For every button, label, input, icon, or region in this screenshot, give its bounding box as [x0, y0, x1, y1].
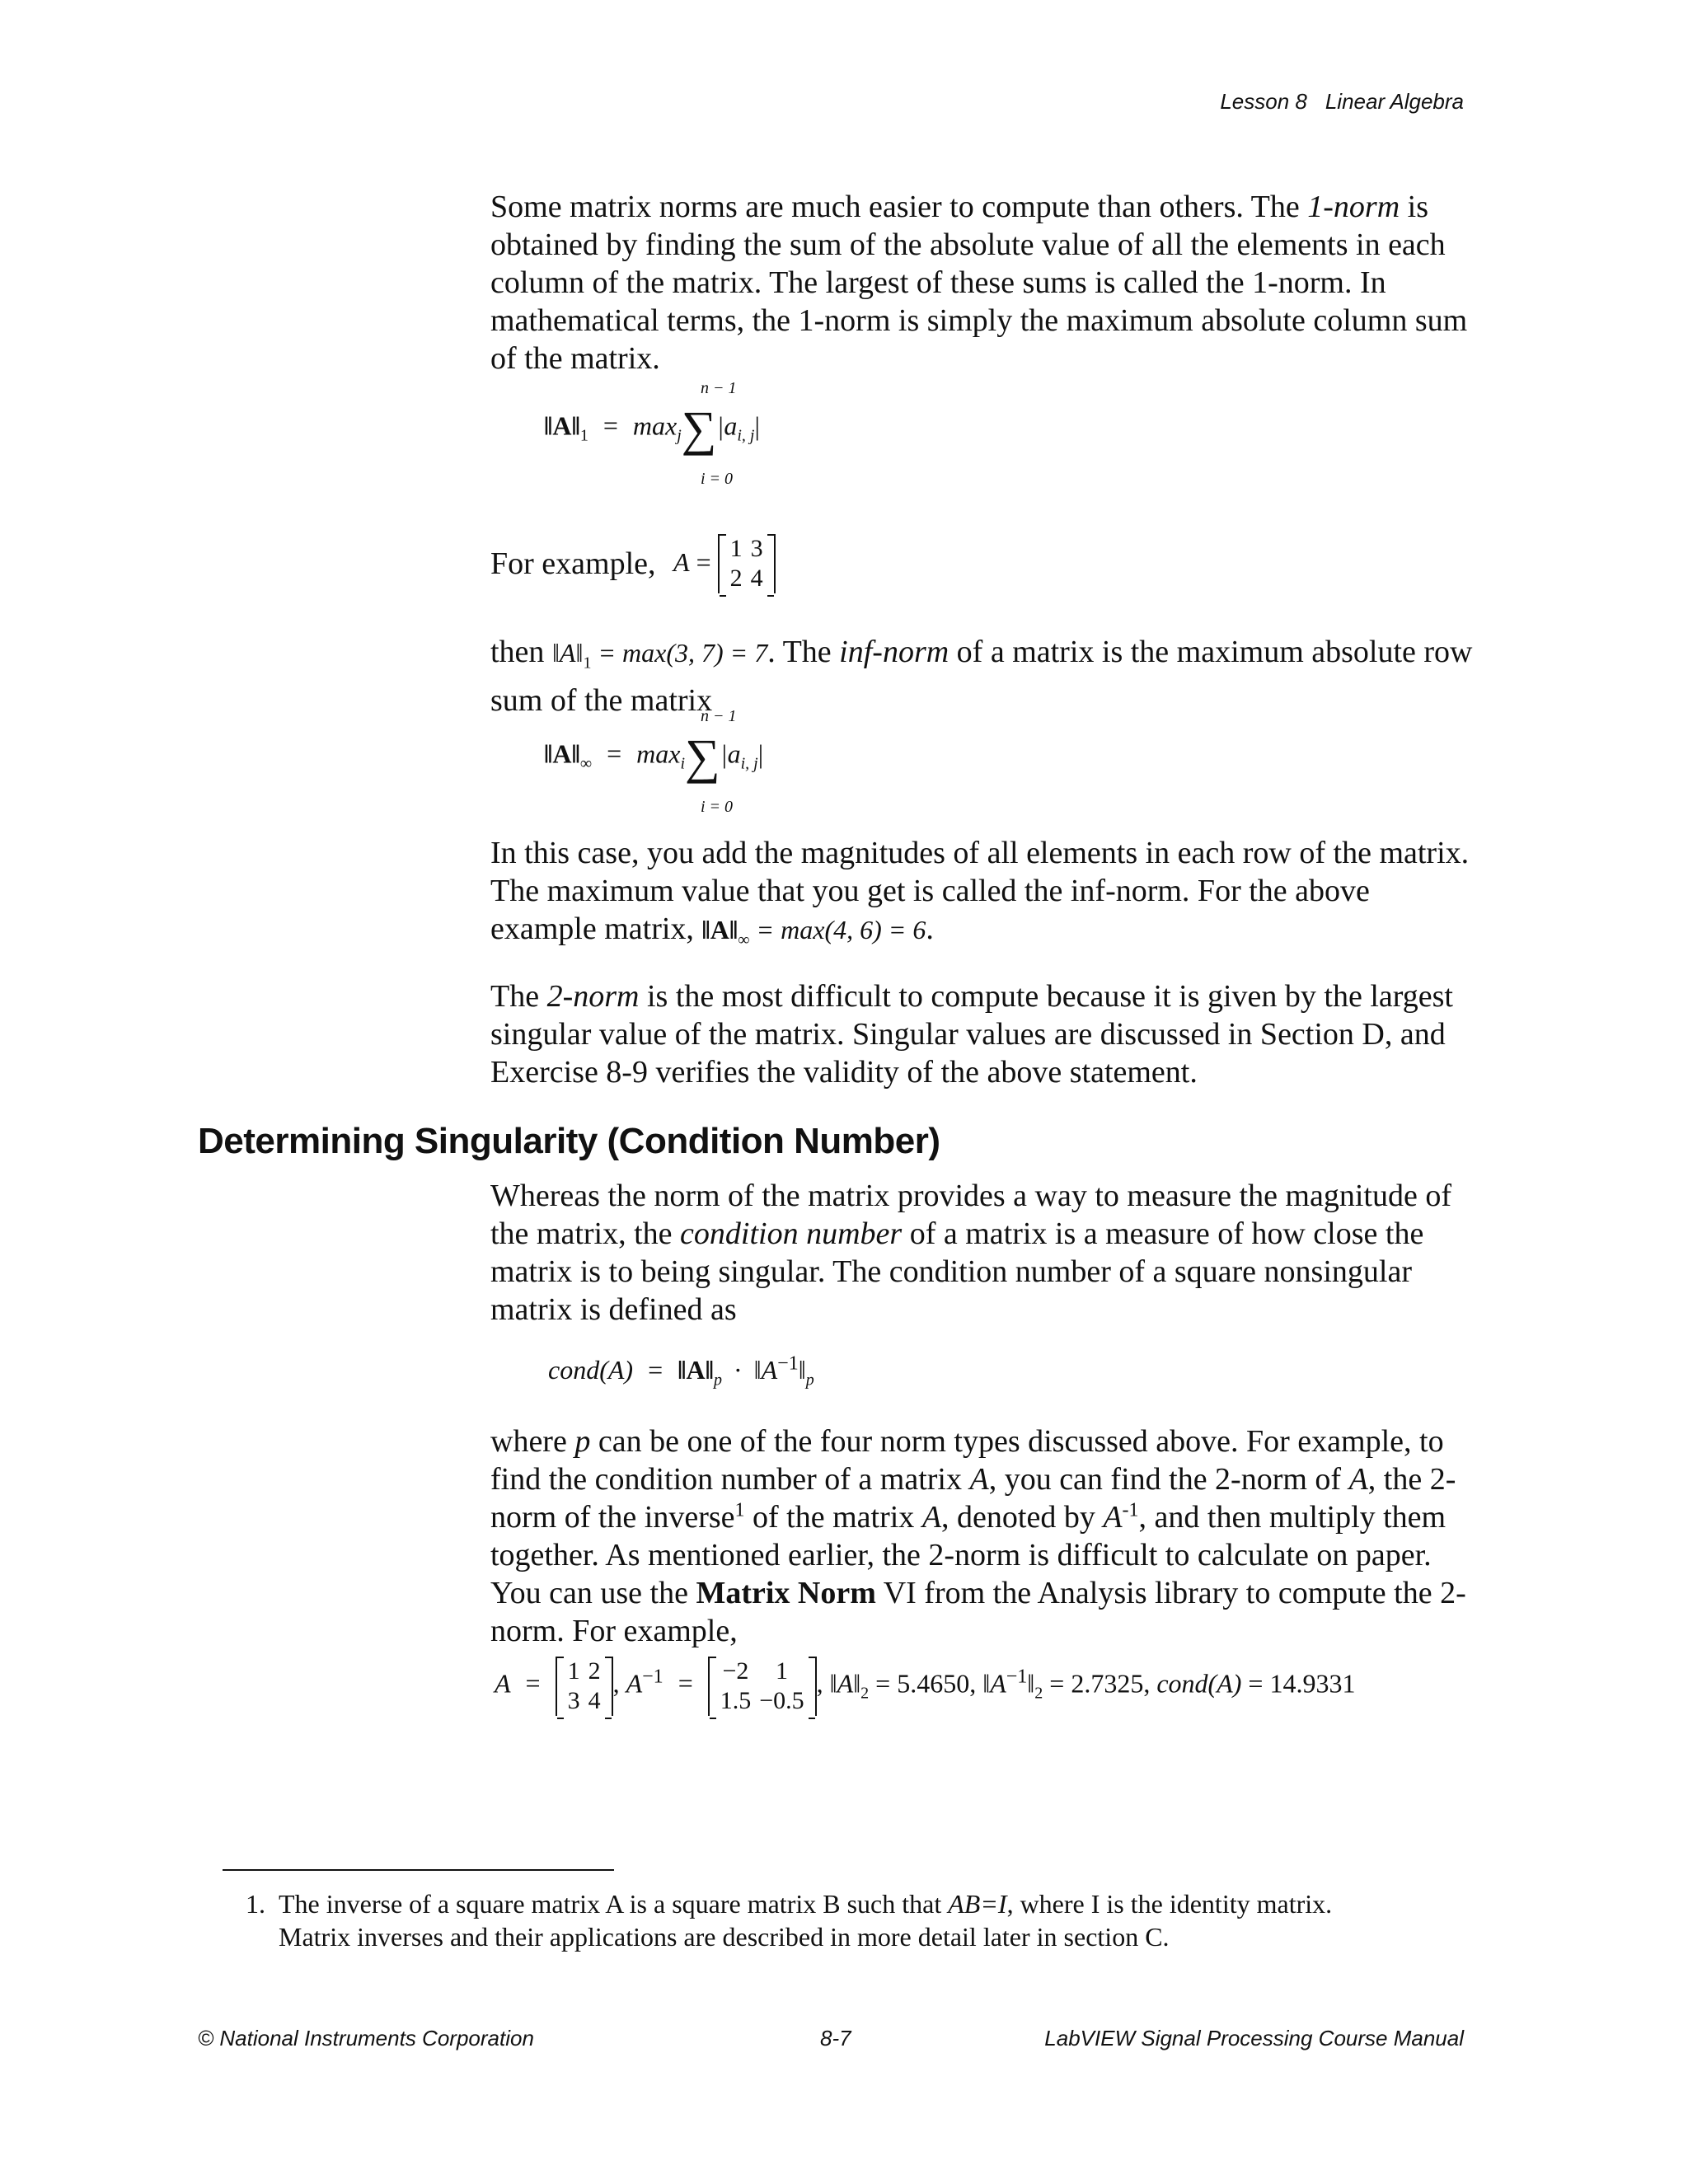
footnote-rule — [223, 1869, 614, 1871]
equation-example: A = 1 2 3 4 , $A^{-1}$ = −2 1 1.5 −0.5 , $‖A‖_2 = 5.4650$, $‖A^{-1}‖_2 = 2.7325$, cond(A) = 14.9331 — [495, 1657, 1356, 1714]
running-header — [1220, 89, 1464, 115]
footnote-number: 1. — [246, 1889, 265, 1919]
footer-left: © National Instruments Corporation — [198, 2026, 534, 2050]
matrix-b: 1 2 3 4 — [556, 1657, 613, 1716]
paragraph-case: In this case, you add the magnitudes of all elements in each row of the matrix. The maximum value that you get is called the inf-norm. For the above example matrix, $‖A‖_\infty = \max(4$, 6) = 6. — [490, 836, 1470, 949]
paragraph-condition: Whereas the norm of the matrix provides a way to measure the magnitude of the matrix, the condition number of a matrix is a measure of how close the matrix is to being singular. The condition number of a square nonsingular matrix is defined as — [490, 1179, 1451, 1327]
footnote: 1. The inverse of a square matrix A is a square matrix B such that AB=I, where I is the identity matrix. Matrix inverses and their applications are described in more detail later in section C. — [246, 1889, 1333, 1952]
header-lesson: Lesson 8 — [1220, 89, 1307, 114]
equation-1norm: n − 1 i = 0 $‖A‖_1 = \max_j\sum|a_{i, j}|$ — [544, 379, 760, 488]
section-heading: Determining Singularity (Condition Number) — [198, 1121, 940, 1161]
footer-right: LabVIEW Signal Processing Course Manual — [1044, 2026, 1464, 2050]
paragraph-example: For example, A = 1 3 2 4 — [490, 534, 1479, 593]
footnote-ref[interactable]: 1 — [734, 1499, 745, 1521]
paragraph-1norm: Some matrix norms are much easier to compute than others. The 1-norm is obtained by finding the sum of the absolute value of all the elements in each column of the matrix. The largest of these sums is called the 1-norm. In mathematical terms, the 1-norm is simply the maximum absolute column sum of the matrix. — [490, 190, 1468, 376]
matrix-c: −2 1 1.5 −0.5 — [708, 1657, 817, 1716]
footer-page-number: 8-7 — [820, 2026, 851, 2050]
paragraph-where: where p can be one of the four norm types discussed above. For example, to find the condition number of a matrix A, you can find the 2-norm of A, the 2-norm of the inverse$^1$ of the matrix A, denoted by $A^{-1}$, and then multiply them together. As mentioned earlier, the 2-norm is difficult to calculate on paper. You can use the Matrix Norm VI from the Analysis library to compute the 2-norm. For example, — [490, 1424, 1466, 1648]
paragraph-infnorm: then $‖A‖_1 = \max(3$, 7) = 7. The inf-norm of a matrix is the maximum absolute row sum of the matrix — [490, 635, 1473, 719]
equation-cond: cond(A) = $‖A‖_p$ · $‖A^{-1}‖_p$ — [548, 1352, 814, 1390]
paragraph-2norm: The 2-norm is the most difficult to compute because it is given by the largest singular value of the matrix. Singular values are discussed in Section D, and Exercise 8-9 verifies the validity of the above statement. — [490, 979, 1453, 1090]
header-topic: Linear Algebra — [1325, 89, 1464, 114]
equation-infnorm: n − 1 i = 0 $‖A‖_\infty = \max_i\sum|a_{i, j}|$ — [544, 707, 764, 816]
matrix-a: 1 3 2 4 — [718, 534, 776, 593]
